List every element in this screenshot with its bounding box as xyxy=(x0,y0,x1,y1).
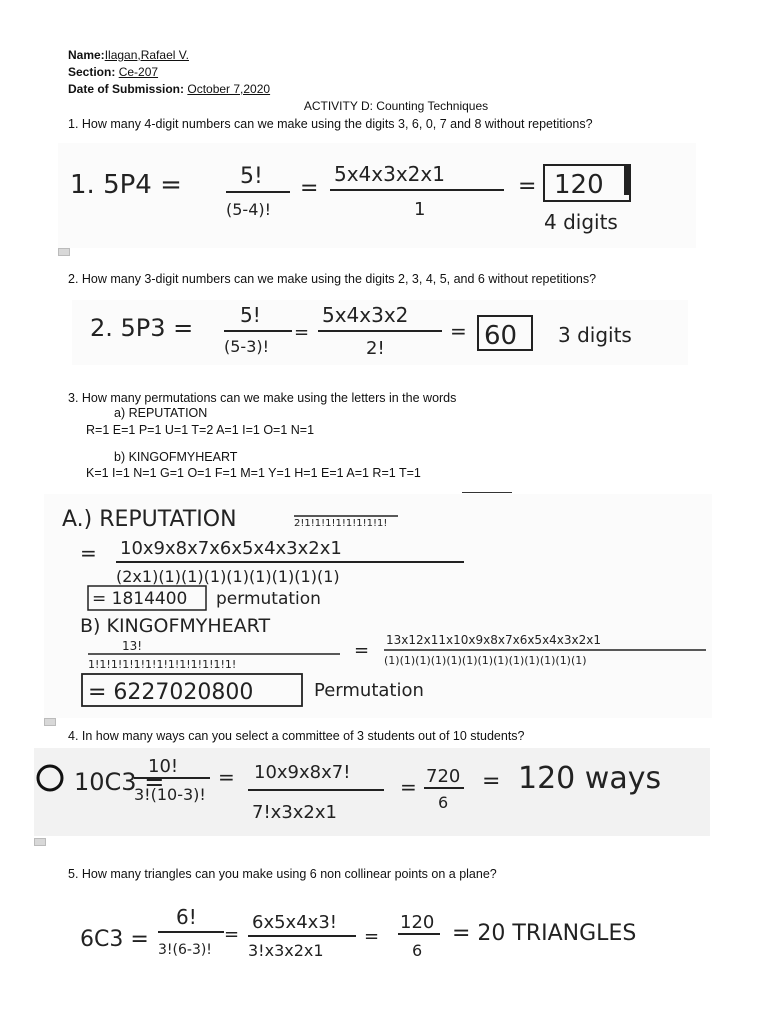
a1-note: 4 digits xyxy=(544,210,618,234)
question-1: 1. How many 4-digit numbers can we make using the digits 3, 6, 0, 7 and 8 without repetitions? xyxy=(68,117,593,131)
a1-eq2: = xyxy=(518,174,537,199)
a3b-answer: = 6227020800 xyxy=(88,680,254,705)
student-name-line xyxy=(68,47,189,63)
a3b-label: B) KINGOFMYHEART xyxy=(80,615,271,637)
a3b-num0: 13! xyxy=(122,639,143,653)
a4-eq: = xyxy=(218,765,235,789)
section-line xyxy=(68,64,158,80)
a1-num2: 5x4x3x2x1 xyxy=(334,162,445,186)
a4-den3: 6 xyxy=(438,793,449,812)
a2-eq: = xyxy=(294,322,310,343)
question-3a-counts: R=1 E=1 P=1 U=1 T=2 A=1 I=1 O=1 N=1 xyxy=(86,423,315,437)
a1-den2: 1 xyxy=(414,199,426,220)
section-value: Ce-207 xyxy=(118,65,159,79)
answer-3-image xyxy=(44,494,712,718)
name-value: Ilagan,Rafael V. xyxy=(104,48,189,62)
a3a-frac: 2!1!1!1!1!1!1!1!1! xyxy=(294,518,388,529)
a5-num: 6! xyxy=(176,905,197,929)
a3b-word: Permutation xyxy=(314,680,424,701)
a2-num: 5! xyxy=(240,303,261,327)
question-3b-counts: K=1 I=1 N=1 G=1 O=1 F=1 M=1 Y=1 H=1 E=1 A=1 R=1 T=1 xyxy=(86,466,421,480)
question-3a-label: a) REPUTATION xyxy=(114,406,208,420)
a5-answer: = 20 TRIANGLES xyxy=(452,921,637,946)
a3a-label: A.) REPUTATION xyxy=(62,507,237,532)
page-title: ACTIVITY D: Counting Techniques xyxy=(303,99,489,113)
a4-num: 10! xyxy=(148,756,179,777)
date-line xyxy=(68,81,270,97)
a4-eq2: = xyxy=(400,775,417,799)
a5-den3: 6 xyxy=(412,941,423,960)
a2-den: (5-3)! xyxy=(224,337,270,356)
a3a-num: 10x9x8x7x6x5x4x3x2x1 xyxy=(120,538,342,559)
image-handle-3 xyxy=(44,718,56,726)
a2-note: 3 digits xyxy=(558,323,632,347)
a2-lhs: 2. 5P3 = xyxy=(90,314,194,342)
a3b-den0: 1!1!1!1!1!1!1!1!1!1!1!1!1! xyxy=(88,658,237,671)
a5-den2: 3!x3x2x1 xyxy=(248,941,324,960)
a1-eq: = xyxy=(300,176,319,201)
a5-eq: = xyxy=(224,924,240,945)
question-4: 4. In how many ways can you select a committee of 3 students out of 10 students? xyxy=(68,729,525,743)
a3a-eq: = xyxy=(80,541,97,565)
image-handle-1 xyxy=(58,248,70,256)
date-value: October 7,2020 xyxy=(187,82,271,96)
image-handle-4 xyxy=(34,838,46,846)
question-3: 3. How many permutations can we make using the letters in the words xyxy=(68,391,457,405)
question-3b-label: b) KINGOFMYHEART xyxy=(114,450,238,464)
a5-num3: 120 xyxy=(400,912,435,933)
a5-lhs: 6C3 = xyxy=(80,927,149,952)
a1-num: 5! xyxy=(240,164,263,189)
question-5: 5. How many triangles can you make using 6 non collinear points on a plane? xyxy=(68,867,497,881)
a4-num2: 10x9x8x7! xyxy=(254,762,351,783)
answer-4-image xyxy=(34,748,710,836)
name-label: Name: xyxy=(68,48,105,62)
a1-lhs: 1. 5P4 = xyxy=(70,170,182,200)
a4-lhs: 10C3 = xyxy=(74,768,165,796)
stray-line xyxy=(462,492,512,493)
a1-answer: 120 xyxy=(554,170,604,200)
a2-answer: 60 xyxy=(484,321,518,351)
section-label: Section: xyxy=(68,65,116,79)
a4-den2: 7!x3x2x1 xyxy=(252,802,337,823)
a4-eq3: = xyxy=(482,769,501,794)
a5-num2: 6x5x4x3! xyxy=(252,912,337,933)
a3b-eq: = xyxy=(354,640,370,661)
a2-den2: 2! xyxy=(366,338,385,359)
a3a-word: permutation xyxy=(216,589,321,609)
a4-den: 3!(10-3)! xyxy=(134,785,206,804)
a4-answer: 120 ways xyxy=(518,761,662,796)
a2-eq2: = xyxy=(450,319,467,343)
date-label: Date of Submission: xyxy=(68,82,185,96)
a5-eq2: = xyxy=(364,926,380,947)
a3a-den: (2x1)(1)(1)(1)(1)(1)(1)(1)(1) xyxy=(116,567,340,586)
a3a-answer: = 1814400 xyxy=(92,589,188,609)
question-2: 2. How many 3-digit numbers can we make using the digits 2, 3, 4, 5, and 6 without repetitions? xyxy=(68,272,597,286)
answer-1-image xyxy=(58,143,696,248)
a3b-num: 13x12x11x10x9x8x7x6x5x4x3x2x1 xyxy=(386,633,602,647)
a2-num2: 5x4x3x2 xyxy=(322,303,409,327)
answer-5-image xyxy=(72,884,682,972)
a5-den: 3!(6-3)! xyxy=(158,942,212,958)
a3b-den: (1)(1)(1)(1)(1)(1)(1)(1)(1)(1)(1)(1)(1) xyxy=(384,654,587,667)
a1-den: (5-4)! xyxy=(226,200,272,219)
a4-num3: 720 xyxy=(426,766,461,787)
answer-2-image xyxy=(72,300,688,365)
